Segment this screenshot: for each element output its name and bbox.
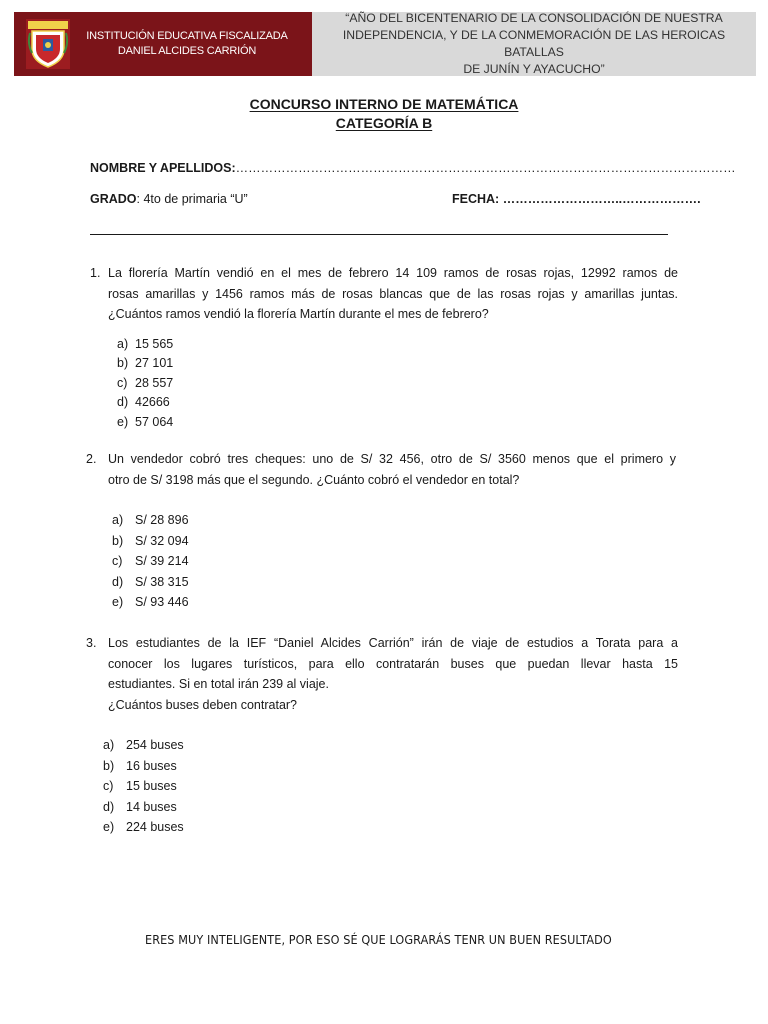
option-c (112, 551, 189, 572)
option-text: S/ 28 896 (135, 513, 189, 527)
option-key: c) (117, 375, 128, 390)
school-name-line2: DANIEL ALCIDES CARRIÓN (117, 45, 257, 57)
option-text: 254 buses (126, 738, 184, 752)
option-text: 15 565 (135, 337, 174, 351)
option-c (117, 374, 173, 393)
grade-field (90, 192, 248, 206)
option-text: 27 101 (135, 356, 174, 371)
option-text: 15 buses (126, 779, 177, 793)
option-a (117, 335, 173, 354)
motto-line1: “AÑO DEL BICENTENARIO DE LA CONSOLIDACIÓN DE NUESTRA (345, 11, 723, 25)
option-key: d) (112, 574, 124, 589)
option-text: S/ 38 315 (135, 574, 189, 589)
option-key: e) (117, 414, 129, 429)
option-text: 57 064 (135, 414, 174, 429)
question-line: Un vendedor cobró tres cheques: uno de S/ 32 456, otro de S/ 3560 menos que el primero y (108, 452, 676, 466)
separator-line (90, 234, 668, 235)
question-3 (86, 633, 678, 715)
option-a (112, 510, 189, 531)
grade-label: GRADO (90, 192, 137, 206)
option-d (117, 393, 173, 412)
option-text: S/ 39 214 (135, 554, 189, 568)
question-text (108, 263, 678, 325)
question-line: rosas amarillas y 1456 ramos más de rosas blancas que de las rosas rojas y amarillas juntas. (108, 286, 678, 301)
option-key: e) (103, 820, 115, 834)
question-1 (90, 263, 678, 325)
option-e (117, 413, 173, 432)
question-line: ¿Cuántos buses deben contratar? (108, 697, 298, 712)
name-field (90, 161, 736, 175)
question-3-options (103, 735, 184, 838)
question-2-options (112, 510, 189, 613)
option-b (112, 531, 189, 552)
date-label: FECHA: (452, 192, 500, 206)
option-key: a) (112, 513, 124, 527)
grade-value: : 4to de primaria “U” (136, 192, 248, 206)
option-key: a) (117, 337, 129, 351)
school-crest-logo (26, 19, 70, 69)
option-c (103, 776, 184, 797)
question-line: conocer los lugares turísticos, para ello contratarán buses que puedan llevar hasta 15 (108, 656, 678, 671)
option-d (112, 572, 189, 593)
question-line: ¿Cuántos ramos vendió la florería Martín durante el mes de febrero? (108, 307, 489, 321)
option-d (103, 797, 184, 818)
question-line: estudiantes. Si en total irán 239 al viaje. (108, 677, 329, 691)
year-motto-banner (312, 12, 756, 76)
header-banner (14, 12, 756, 76)
option-b (103, 756, 184, 777)
option-e (112, 592, 189, 613)
option-key: a) (103, 738, 115, 752)
question-2 (86, 449, 676, 490)
date-blank: ………………………..………………. (502, 192, 701, 206)
option-e (103, 817, 184, 838)
question-number: 3. (86, 636, 97, 650)
option-key: c) (112, 554, 123, 568)
option-text: S/ 93 446 (135, 595, 189, 609)
option-text: 42666 (135, 395, 170, 410)
motto-line2: INDEPENDENCIA, Y DE LA CONMEMORACIÓN DE LAS HEROICAS BATALLAS (342, 28, 726, 59)
title-contest: CONCURSO INTERNO DE MATEMÁTICA (249, 96, 519, 112)
school-banner (14, 12, 312, 76)
option-text: 28 557 (135, 375, 174, 390)
option-key: d) (103, 799, 115, 814)
document-title (0, 95, 768, 133)
title-category: CATEGORÍA B (335, 115, 433, 131)
school-name (70, 29, 304, 59)
option-b (117, 354, 173, 373)
option-key: c) (103, 779, 114, 793)
date-field (452, 192, 701, 206)
option-text: 224 buses (126, 820, 184, 834)
option-key: b) (112, 533, 124, 548)
school-name-line1: INSTITUCIÓN EDUCATIVA FISCALIZADA (86, 30, 288, 42)
name-blank: ………………………………………………………………………………………………………… (235, 161, 736, 175)
option-text: S/ 32 094 (135, 533, 189, 548)
option-text: 14 buses (126, 799, 177, 814)
name-label: NOMBRE Y APELLIDOS: (90, 161, 236, 175)
question-number: 2. (86, 452, 97, 466)
option-key: b) (117, 356, 129, 371)
option-a (103, 735, 184, 756)
year-motto (324, 10, 744, 78)
question-line: otro de S/ 3198 más que el segundo. ¿Cuánto cobró el vendedor en total? (108, 472, 520, 487)
option-text: 16 buses (126, 758, 177, 773)
encouragement-message: ERES MUY INTELIGENTE, POR ESO SÉ QUE LOGRARÁS TENR UN BUEN RESULTADO (145, 932, 612, 947)
question-line: Los estudiantes de la IEF “Daniel Alcides Carrión” irán de viaje de estudios a Torata para a (108, 636, 678, 650)
question-number: 1. (90, 266, 101, 280)
question-1-options (117, 335, 173, 432)
question-text (108, 633, 678, 715)
question-line: La florería Martín vendió en el mes de febrero 14 109 ramos de rosas rojas, 12992 ramos de (108, 266, 678, 280)
option-key: e) (112, 595, 124, 609)
question-text (108, 449, 676, 490)
option-key: b) (103, 758, 115, 773)
motto-line3: DE JUNÍN Y AYACUCHO” (463, 62, 605, 76)
option-key: d) (117, 395, 129, 410)
